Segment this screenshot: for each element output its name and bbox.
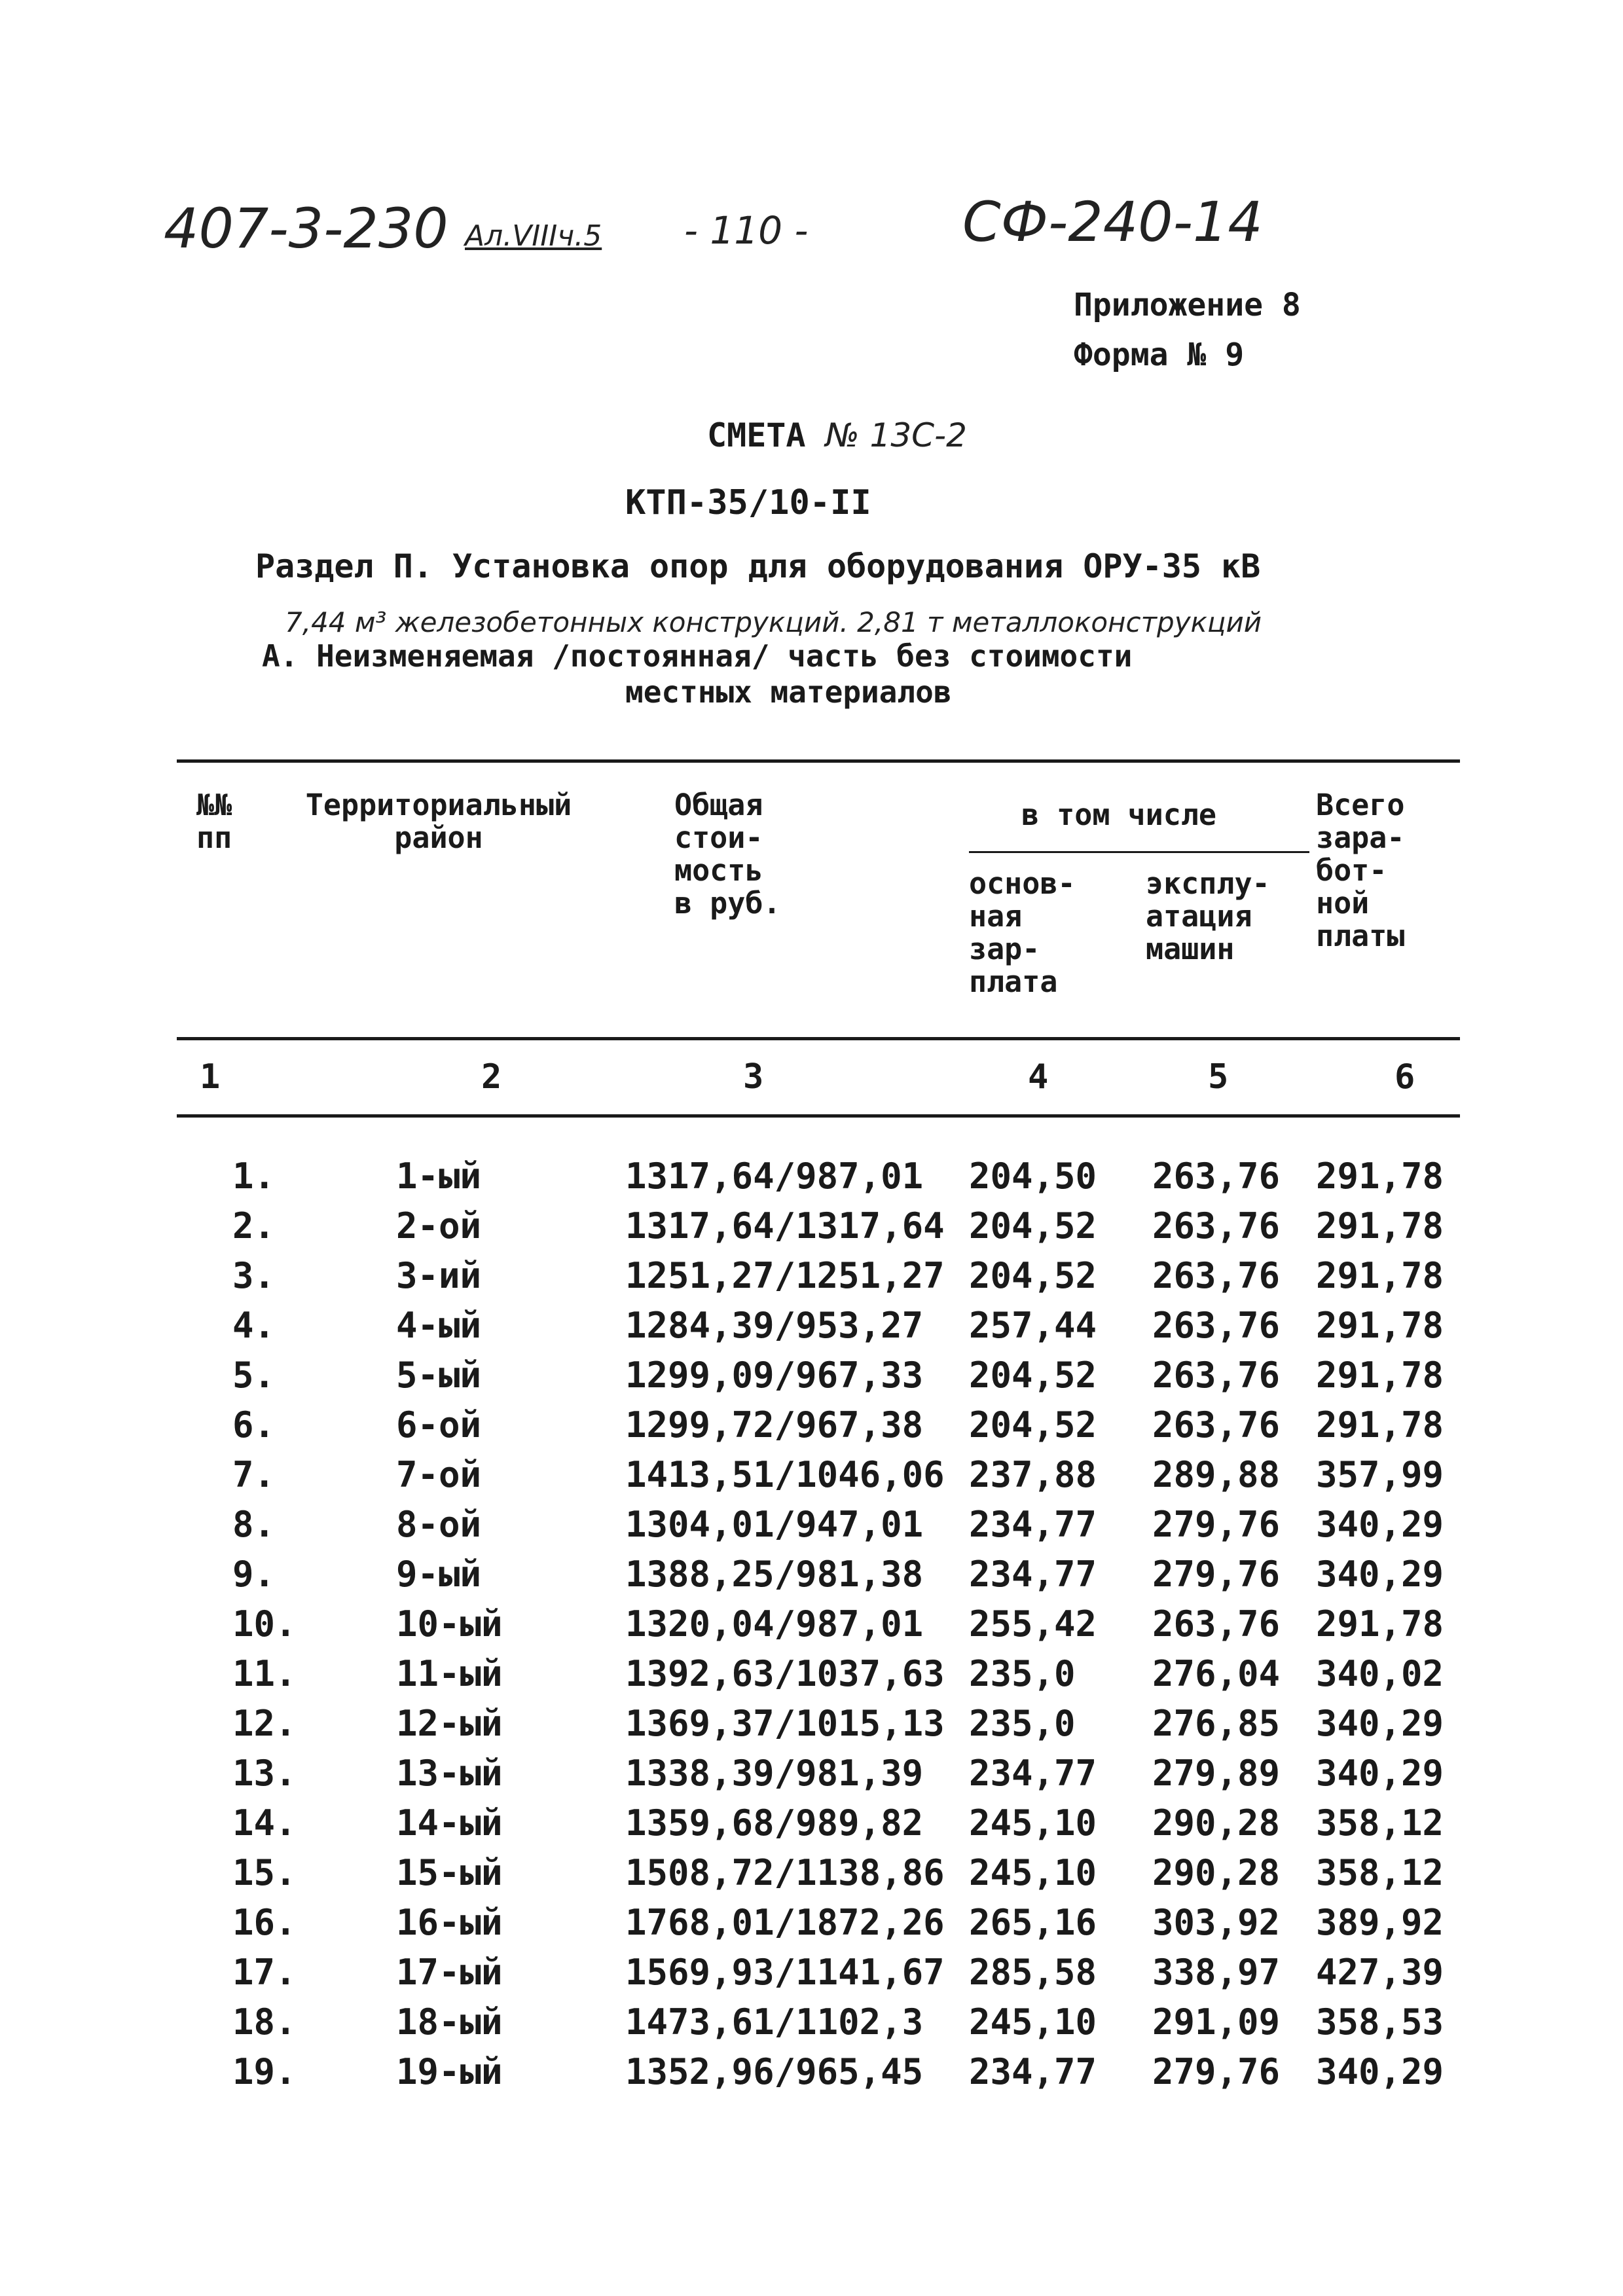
region-name: 8-ой <box>396 1504 482 1545</box>
row-number: 13. <box>232 1753 297 1794</box>
region-name: 3-ий <box>396 1255 482 1296</box>
row-number: 2. <box>232 1205 276 1247</box>
header-region-line: Территориальный <box>305 788 572 822</box>
header-allwage-line: ной <box>1316 886 1370 920</box>
part-title-line-1: А. Неизменяемая /постоянная/ часть без стоимости <box>262 638 1133 674</box>
estimate-prefix: СМЕТА <box>707 416 806 454</box>
total-wage: 291,78 <box>1316 1205 1444 1247</box>
base-wage: 265,16 <box>969 1902 1097 1943</box>
region-name: 5-ый <box>396 1355 482 1396</box>
machine-operation: 263,76 <box>1152 1603 1281 1645</box>
machine-operation: 263,76 <box>1152 1156 1281 1197</box>
table-row <box>0 1852 1623 1902</box>
table-row <box>0 1703 1623 1753</box>
total-wage: 291,78 <box>1316 1603 1444 1645</box>
table-row <box>0 1952 1623 2001</box>
table-row <box>0 2051 1623 2101</box>
table-row <box>0 1753 1623 1802</box>
header-wage-line: основ- <box>969 866 1076 901</box>
header-machines-line: эксплу- <box>1146 866 1270 901</box>
total-wage: 358,12 <box>1316 1802 1444 1844</box>
region-name: 12-ый <box>396 1703 503 1744</box>
header-no-line: №№ <box>196 788 232 822</box>
region-name: 19-ый <box>396 2051 503 2092</box>
column-number: 4 <box>1028 1057 1049 1097</box>
region-name: 9-ый <box>396 1554 482 1595</box>
machine-operation: 263,76 <box>1152 1255 1281 1296</box>
header-base-wage <box>969 867 1076 998</box>
materials-note: 7,44 м³ железобетонных конструкций. 2,81 т металлоконструкций <box>285 606 1262 638</box>
region-name: 2-ой <box>396 1205 482 1247</box>
region-name: 18-ый <box>396 2001 503 2043</box>
table-top-rule <box>177 759 1460 763</box>
header-allwage-line: платы <box>1316 919 1405 953</box>
total-cost: 1284,39/953,27 <box>625 1305 924 1346</box>
part-title-line-2: местных материалов <box>625 674 952 710</box>
header-no <box>196 789 232 854</box>
header-total-line: в руб. <box>674 886 781 920</box>
row-number: 8. <box>232 1504 276 1545</box>
machine-operation: 291,09 <box>1152 2001 1281 2043</box>
base-wage: 234,77 <box>969 1753 1097 1794</box>
region-name: 6-ой <box>396 1404 482 1446</box>
base-wage: 257,44 <box>969 1305 1097 1346</box>
base-wage: 245,10 <box>969 1852 1097 1893</box>
machine-operation: 276,04 <box>1152 1653 1281 1694</box>
table-row <box>0 1554 1623 1603</box>
base-wage: 245,10 <box>969 2001 1097 2043</box>
table-row <box>0 1802 1623 1852</box>
header-region <box>275 789 602 854</box>
total-wage: 340,29 <box>1316 1554 1444 1595</box>
total-cost: 1320,04/987,01 <box>625 1603 924 1645</box>
table-row <box>0 1156 1623 1205</box>
header-wage-line: ная <box>969 899 1023 934</box>
table-row <box>0 1504 1623 1554</box>
total-cost: 1299,72/967,38 <box>625 1404 924 1446</box>
subheader-rule <box>969 851 1309 853</box>
machine-operation: 263,76 <box>1152 1205 1281 1247</box>
row-number: 16. <box>232 1902 297 1943</box>
header-machines <box>1146 867 1270 966</box>
appendix-label: Приложение 8 <box>1074 287 1301 323</box>
total-cost: 1338,39/981,39 <box>625 1753 924 1794</box>
header-bottom-rule <box>177 1037 1460 1040</box>
machine-operation: 290,28 <box>1152 1802 1281 1844</box>
table-row <box>0 2001 1623 2051</box>
table-row <box>0 1603 1623 1653</box>
total-cost: 1388,25/981,38 <box>625 1554 924 1595</box>
machine-operation: 290,28 <box>1152 1852 1281 1893</box>
base-wage: 245,10 <box>969 1802 1097 1844</box>
row-number: 19. <box>232 2051 297 2092</box>
base-wage: 234,77 <box>969 2051 1097 2092</box>
page-number: - 110 - <box>684 208 809 253</box>
header-allwage-line: зара- <box>1316 820 1405 855</box>
header-including: в том числе <box>1021 797 1217 832</box>
row-number: 17. <box>232 1952 297 1993</box>
table-row <box>0 1653 1623 1703</box>
estimate-number: № 13С-2 <box>825 416 967 454</box>
header-total-wage <box>1316 789 1404 953</box>
total-cost: 1304,01/947,01 <box>625 1504 924 1545</box>
machine-operation: 263,76 <box>1152 1404 1281 1446</box>
header-machines-line: машин <box>1146 932 1235 966</box>
machine-operation: 289,88 <box>1152 1454 1281 1495</box>
machine-operation: 338,97 <box>1152 1952 1281 1993</box>
total-wage: 358,53 <box>1316 2001 1444 2043</box>
total-cost: 1317,64/987,01 <box>625 1156 924 1197</box>
total-wage: 340,29 <box>1316 1753 1444 1794</box>
header-total-line: Общая <box>674 788 763 822</box>
machine-operation: 263,76 <box>1152 1305 1281 1346</box>
form-code: СФ-240-14 <box>962 190 1263 254</box>
row-number: 5. <box>232 1355 276 1396</box>
base-wage: 285,58 <box>969 1952 1097 1993</box>
header-allwage-line: Всего <box>1316 788 1405 822</box>
machine-operation: 279,76 <box>1152 1554 1281 1595</box>
machine-operation: 279,76 <box>1152 1504 1281 1545</box>
table-row <box>0 1355 1623 1404</box>
section-title: Раздел П. Установка опор для оборудования ОРУ-35 кВ <box>255 547 1261 585</box>
total-cost: 1317,64/1317,64 <box>625 1205 945 1247</box>
region-name: 11-ый <box>396 1653 503 1694</box>
total-wage: 340,29 <box>1316 1504 1444 1545</box>
total-cost: 1473,61/1102,3 <box>625 2001 924 2043</box>
header-region-line: район <box>394 820 483 855</box>
total-wage: 389,92 <box>1316 1902 1444 1943</box>
total-cost: 1352,96/965,45 <box>625 2051 924 2092</box>
table-row <box>0 1305 1623 1355</box>
header-allwage-line: бот- <box>1316 853 1387 888</box>
row-number: 10. <box>232 1603 297 1645</box>
table-row <box>0 1205 1623 1255</box>
base-wage: 235,0 <box>969 1653 1076 1694</box>
base-wage: 204,52 <box>969 1205 1097 1247</box>
row-number: 1. <box>232 1156 276 1197</box>
table-row <box>0 1454 1623 1504</box>
region-name: 7-ой <box>396 1454 482 1495</box>
base-wage: 234,77 <box>969 1504 1097 1545</box>
base-wage: 204,52 <box>969 1255 1097 1296</box>
total-cost: 1392,63/1037,63 <box>625 1653 945 1694</box>
total-wage: 291,78 <box>1316 1255 1444 1296</box>
header-total-cost <box>674 789 781 920</box>
header-total-line: стои- <box>674 820 763 855</box>
form-number: Форма № 9 <box>1074 337 1245 373</box>
region-name: 10-ый <box>396 1603 503 1645</box>
table-row <box>0 1255 1623 1305</box>
row-number: 6. <box>232 1404 276 1446</box>
base-wage: 204,50 <box>969 1156 1097 1197</box>
column-number: 2 <box>481 1057 502 1097</box>
total-wage: 291,78 <box>1316 1404 1444 1446</box>
column-numbers-rule <box>177 1114 1460 1118</box>
row-number: 15. <box>232 1852 297 1893</box>
total-cost: 1508,72/1138,86 <box>625 1852 945 1893</box>
header-wage-line: плата <box>969 964 1058 999</box>
machine-operation: 303,92 <box>1152 1902 1281 1943</box>
header-no-line: пп <box>196 820 232 855</box>
machine-operation: 279,89 <box>1152 1753 1281 1794</box>
region-name: 16-ый <box>396 1902 503 1943</box>
total-cost: 1299,09/967,33 <box>625 1355 924 1396</box>
column-number: 1 <box>200 1057 221 1097</box>
row-number: 4. <box>232 1305 276 1346</box>
row-number: 3. <box>232 1255 276 1296</box>
total-wage: 291,78 <box>1316 1355 1444 1396</box>
machine-operation: 263,76 <box>1152 1355 1281 1396</box>
region-name: 1-ый <box>396 1156 482 1197</box>
base-wage: 204,52 <box>969 1404 1097 1446</box>
header-wage-line: зар- <box>969 932 1040 966</box>
total-wage: 291,78 <box>1316 1305 1444 1346</box>
row-number: 7. <box>232 1454 276 1495</box>
region-name: 15-ый <box>396 1852 503 1893</box>
row-number: 18. <box>232 2001 297 2043</box>
machine-operation: 276,85 <box>1152 1703 1281 1744</box>
album-part: Ал.VIIIч.5 <box>465 219 602 253</box>
total-wage: 357,99 <box>1316 1454 1444 1495</box>
header-machines-line: атация <box>1146 899 1252 934</box>
table-row <box>0 1404 1623 1454</box>
table-row <box>0 1902 1623 1952</box>
base-wage: 255,42 <box>969 1603 1097 1645</box>
total-wage: 340,29 <box>1316 2051 1444 2092</box>
total-cost: 1359,68/989,82 <box>625 1802 924 1844</box>
total-cost: 1768,01/1872,26 <box>625 1902 945 1943</box>
total-cost: 1251,27/1251,27 <box>625 1255 945 1296</box>
total-cost: 1369,37/1015,13 <box>625 1703 945 1744</box>
total-wage: 427,39 <box>1316 1952 1444 1993</box>
row-number: 11. <box>232 1653 297 1694</box>
total-wage: 340,02 <box>1316 1653 1444 1694</box>
region-name: 13-ый <box>396 1753 503 1794</box>
substation-type: КТП-35/10-II <box>625 483 871 522</box>
row-number: 12. <box>232 1703 297 1744</box>
row-number: 14. <box>232 1802 297 1844</box>
base-wage: 234,77 <box>969 1554 1097 1595</box>
column-number: 3 <box>743 1057 764 1097</box>
base-wage: 235,0 <box>969 1703 1076 1744</box>
base-wage: 204,52 <box>969 1355 1097 1396</box>
total-wage: 358,12 <box>1316 1852 1444 1893</box>
region-name: 14-ый <box>396 1802 503 1844</box>
document-code: 407-3-230 <box>164 196 448 261</box>
base-wage: 237,88 <box>969 1454 1097 1495</box>
total-cost: 1569,93/1141,67 <box>625 1952 945 1993</box>
region-name: 4-ый <box>396 1305 482 1346</box>
total-wage: 291,78 <box>1316 1156 1444 1197</box>
row-number: 9. <box>232 1554 276 1595</box>
header-total-line: мость <box>674 853 763 888</box>
total-wage: 340,29 <box>1316 1703 1444 1744</box>
column-number: 6 <box>1395 1057 1415 1097</box>
region-name: 17-ый <box>396 1952 503 1993</box>
estimate-title <box>707 416 967 454</box>
machine-operation: 279,76 <box>1152 2051 1281 2092</box>
total-cost: 1413,51/1046,06 <box>625 1454 945 1495</box>
column-number: 5 <box>1208 1057 1229 1097</box>
